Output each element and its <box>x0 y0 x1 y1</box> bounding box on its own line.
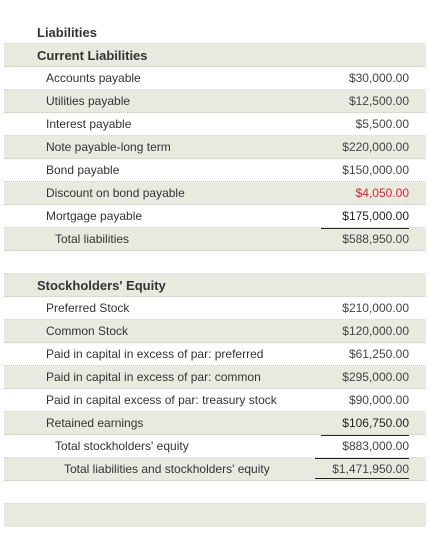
row-label: Note payable-long term <box>46 140 171 154</box>
row-value: $106,750.00 <box>342 416 409 430</box>
row-label: Paid in capital in excess of par: common <box>46 370 261 384</box>
row-value: $30,000.00 <box>348 71 409 85</box>
row-value: $61,250.00 <box>348 347 409 361</box>
spacer-row <box>4 504 426 527</box>
current-liabilities-heading-row <box>4 44 426 67</box>
row-label: Bond payable <box>46 163 120 177</box>
table-row <box>4 320 426 343</box>
table-row <box>4 366 426 389</box>
row-label: Preferred Stock <box>46 301 130 315</box>
total-liabilities-row <box>4 228 426 251</box>
table-row <box>4 205 426 228</box>
row-value: $220,000.00 <box>342 140 409 154</box>
liabilities-heading: Liabilities <box>37 25 97 40</box>
table-row <box>4 90 426 113</box>
row-label: Utilities payable <box>46 94 131 108</box>
grand-total-row <box>4 458 426 481</box>
total-liabilities-label: Total liabilities <box>55 232 130 246</box>
spacer-row <box>4 251 426 274</box>
liabilities-heading-row <box>4 21 426 44</box>
row-label: Interest payable <box>46 117 132 131</box>
equity-heading-row <box>4 274 426 297</box>
table-row <box>4 113 426 136</box>
total-equity-value: $883,000.00 <box>342 439 409 453</box>
row-value: $12,500.00 <box>348 94 409 108</box>
total-liabilities-value: $588,950.00 <box>342 232 409 246</box>
row-value: $120,000.00 <box>342 324 409 338</box>
table-row <box>4 343 426 366</box>
table-row <box>4 159 426 182</box>
row-value-negative: $4,050.00 <box>355 186 409 200</box>
table-row <box>4 412 426 435</box>
row-value: $90,000.00 <box>348 393 409 407</box>
row-label: Accounts payable <box>46 71 141 85</box>
spacer-row <box>4 481 426 504</box>
equity-heading: Stockholders' Equity <box>37 278 166 293</box>
table-row <box>4 182 426 205</box>
table-row <box>4 297 426 320</box>
total-equity-row <box>4 435 426 458</box>
row-label: Retained earnings <box>46 416 144 430</box>
row-label: Discount on bond payable <box>46 186 185 200</box>
grand-total-label: Total liabilities and stockholders' equity <box>64 462 270 476</box>
table-row <box>4 389 426 412</box>
row-label: Common Stock <box>46 324 129 338</box>
row-value: $210,000.00 <box>342 301 409 315</box>
row-label: Paid in capital excess of par: treasury stock <box>46 393 277 407</box>
row-value: $175,000.00 <box>342 209 409 223</box>
current-liabilities-heading: Current Liabilities <box>37 48 148 63</box>
total-equity-label: Total stockholders' equity <box>55 439 189 453</box>
row-value: $295,000.00 <box>342 370 409 384</box>
row-label: Mortgage payable <box>46 209 143 223</box>
row-value: $5,500.00 <box>355 117 409 131</box>
row-value: $150,000.00 <box>342 163 409 177</box>
table-row <box>4 136 426 159</box>
row-label: Paid in capital in excess of par: preferred <box>46 347 264 361</box>
table-row <box>4 67 426 90</box>
grand-total-value: $1,471,950.00 <box>332 462 409 476</box>
